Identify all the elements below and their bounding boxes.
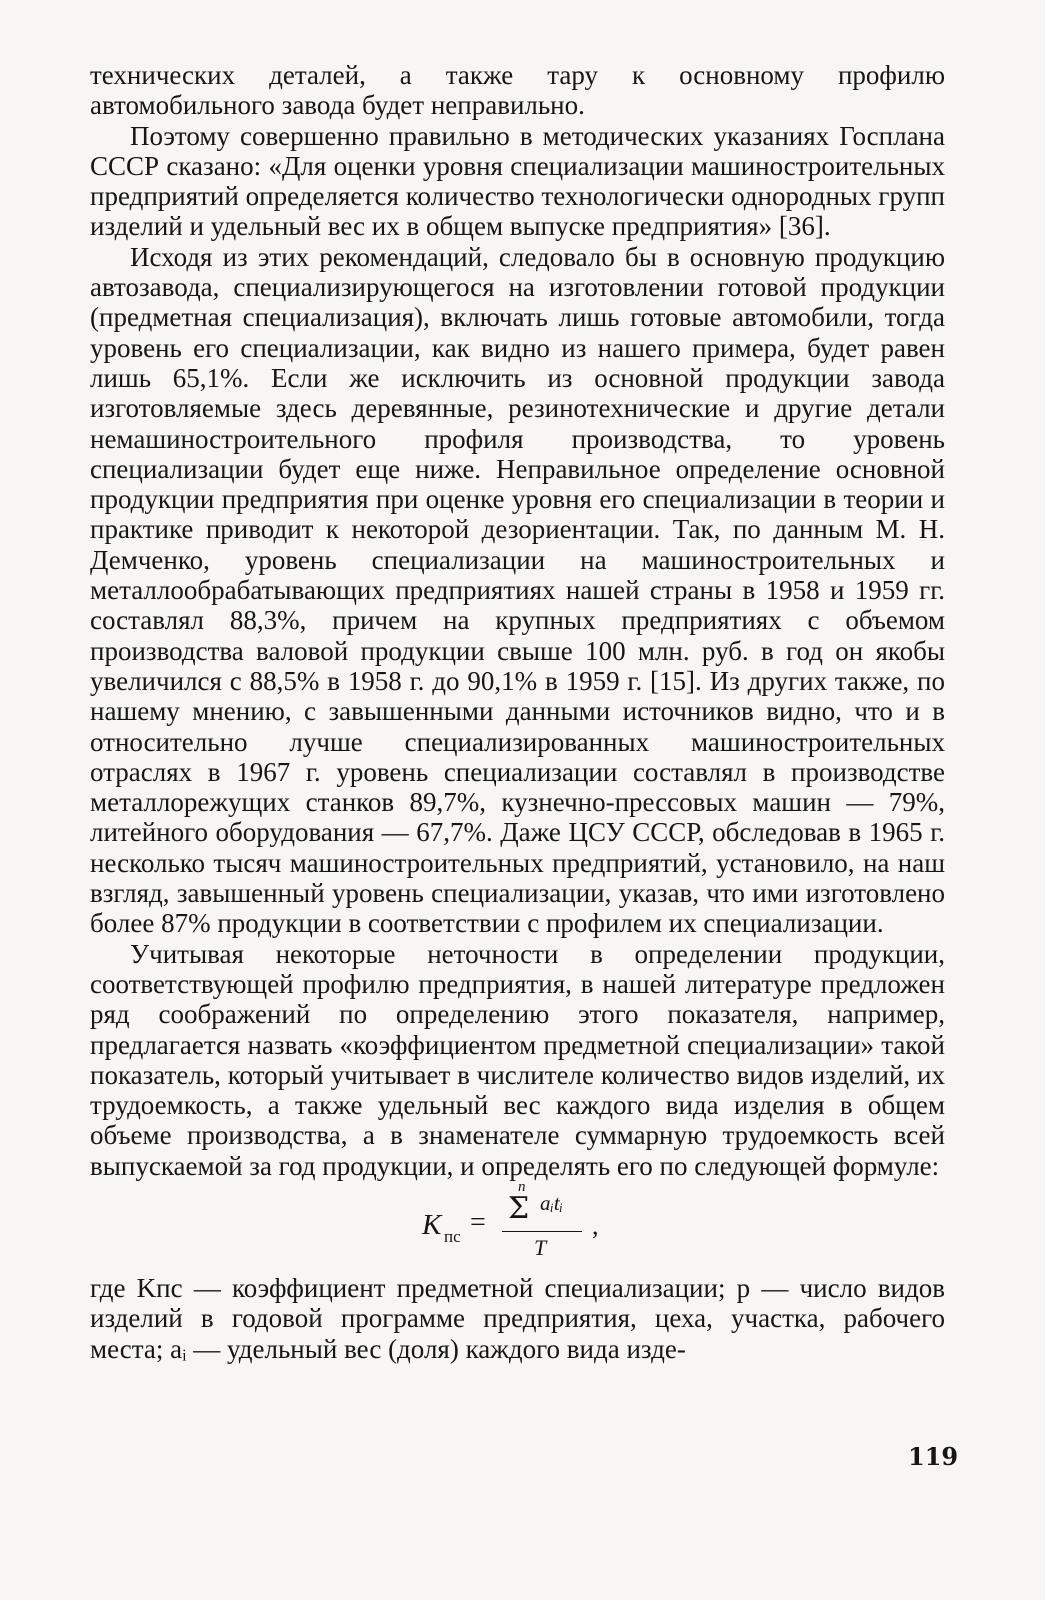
formula-numerator-terms: aᵢtᵢ xyxy=(540,1190,563,1215)
paragraph-3: Исходя из этих рекомендаций, следовало бы в основную продукцию автозавода, специализирующегося на изготовлении готовой продукции (предметная специализация), включать лишь готовые автомобили, тогда уровень его специализации, как видно из нашего примера, будет равен лишь 65,1%. Если же исключить из основной продукции завода изготовляемые здесь деревянные, резинотехнические и другие детали немашиностроительного профиля производства, то уровень специализации будет еще ниже. Неправильное определение основной продукции предприятия при оценке уровня его специализации в теории и практике приводит к некоторой дезориентации. Так, по данным М. Н. Демченко, уровень специализации на машиностроительных и металлообрабатывающих предприятиях нашей страны в 1958 и 1959 гг. составлял 88,3%, причем на крупных предприятиях с объемом производства валовой продукции свыше 100 млн. руб. в год он якобы увеличился с 88,5% в 1958 г. до 90,1% в 1959 г. [15]. Из других также, по нашему мнению, с завышенными данными источников видно, что и в относительно лучше специализированных машиностроительных отраслях в 1967 г. уровень специализации составлял в производстве металлорежущих станков 89,7%, кузнечно-прессовых машин — 79%, литейного оборудования — 67,7%. Даже ЦСУ СССР, обследовав в 1965 г. несколько тысяч машиностроительных предприятий, установило, на наш взгляд, завышенный уровень специализации, указав, что ими изготовлено более 87% продукции в соответствии с профилем их специализации. xyxy=(90,241,945,939)
formula-sigma: Σ xyxy=(508,1190,530,1226)
paragraph-1: технических деталей, а также тару к основному профилю автомобильного завода будет неправильно. xyxy=(90,60,945,121)
formula-fraction-bar xyxy=(502,1231,582,1232)
paragraph-2: Поэтому совершенно правильно в методических указаниях Госплана СССР сказано: «Для оценки уровня специализации машиностроительных предприятий определяется количество технологически однородных групп изделий и удельный вес их в общем выпуске предприятия» [36]. xyxy=(90,120,945,242)
formula-lhs-subscript: пс xyxy=(444,1226,461,1246)
paragraph-4: Учитывая некоторые неточности в определении продукции, соответствующей профилю предприятия, в нашей литературе предложен ряд соображений по определению этого показателя, например, предлагается назвать «коэффициентом предметной специализации» такой показатель, который учитывает в числителе количество видов изделий, их трудоемкость, а также удельный вес каждого вида изделия в общем объеме производства, а в знаменателе суммарную трудоемкость всей выпускаемой за год продукции, и определять его по следующей формуле: xyxy=(90,938,945,1181)
page-body xyxy=(90,60,945,1364)
formula-sum-upper-limit: n xyxy=(518,1178,526,1195)
formula xyxy=(90,1178,945,1273)
formula-denominator: T xyxy=(534,1234,547,1260)
paragraph-after-formula: где Kпс — коэффициент предметной специализации; p — число видов изделий в годовой программе предприятия, цеха, участка, рабочего места; aᵢ — удельный вес (доля) каждого вида изде- xyxy=(90,1272,945,1364)
formula-lhs-symbol: K xyxy=(422,1208,442,1241)
page-number: 119 xyxy=(908,1442,959,1471)
formula-trailing-comma: , xyxy=(592,1210,599,1240)
formula-equals: = xyxy=(470,1206,486,1238)
